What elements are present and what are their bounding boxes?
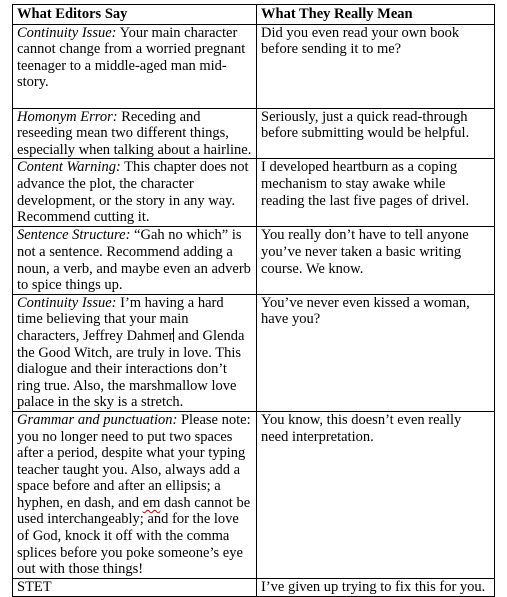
table-row (13, 578, 495, 596)
editor-says-text-continued: dash cannot be used interchangeably; and for the love of God, knock it off with the comma splices before you poke someone’s eye out with those things! (17, 494, 251, 578)
editor-says-text: This chapter does not advance the plot, the character development, or the story in any way. Recommend cutting it. (17, 159, 249, 226)
editor-says-text: Receding and reseeding mean two different things, especially when talking about a hairline. (17, 108, 252, 158)
editor-says-cell (13, 159, 257, 227)
table-row (13, 159, 495, 227)
real-meaning-cell: I’ve given up trying to fix this for you. (257, 578, 495, 596)
real-meaning-cell: I developed heartburn as a coping mechanism to stay awake while reading the last five pages of drivel. (257, 159, 495, 227)
real-meaning-cell: Seriously, just a quick read-through before submitting would be helpful. (257, 108, 495, 159)
editor-says-cell (13, 294, 257, 411)
table-row (13, 294, 495, 411)
real-meaning-cell: You know, this doesn’t even really need interpretation. (257, 411, 495, 578)
editor-says-cell (13, 227, 257, 294)
issue-label: Sentence Structure: (17, 227, 131, 244)
editor-says-cell (13, 108, 257, 159)
editor-says-cell (13, 24, 257, 108)
table-row (13, 24, 495, 108)
editor-says-text: Please note: you no longer need to put two spaces after a period, despite what your typing teacher taught you. Also, always add a space before and after an ellipsis; a hyphen, en dash, and (17, 411, 251, 511)
editor-says-cell (13, 411, 257, 578)
editor-says-text: I’m having a hard time believing that your main characters, Jeffrey Dahmer (17, 294, 224, 344)
table-row (13, 108, 495, 159)
editor-says-text: “Gah no which” is not a sentence. Recommend adding a noun, a verb, and maybe even an adverb to spice things up. (17, 227, 251, 294)
issue-label: Content Warning: (17, 159, 121, 176)
issue-label: Continuity Issue: (17, 294, 117, 311)
table-row (13, 227, 495, 294)
editor-says-text-continued: and Glenda the Good Witch, are truly in love. This dialogue and their interactions don’t ring true. Also, the marshmallow love palace in the sky is a stretch. (17, 327, 245, 411)
real-meaning-cell: You’ve never even kissed a woman, have you? (257, 294, 495, 411)
issue-label: Homonym Error: (17, 108, 118, 125)
real-meaning-cell: You really don’t have to tell anyone you’ve never taken a basic writing course. We know. (257, 227, 495, 294)
issue-label: Continuity Issue: (17, 24, 117, 41)
editor-says-cell: STET (13, 578, 257, 596)
header-row (13, 5, 495, 25)
header-what-they-really-mean: What They Really Mean (257, 5, 495, 25)
table-row (13, 411, 495, 578)
spellcheck-flagged-word: em (142, 494, 161, 511)
issue-label: Grammar and punctuation: (17, 411, 178, 428)
editor-says-text: Your main character cannot change from a worried pregnant teenager to a middle-aged man mid-story. (17, 24, 246, 91)
editors-table (12, 4, 495, 597)
header-what-editors-say: What Editors Say (13, 5, 257, 25)
real-meaning-cell: Did you even read your own book before sending it to me? (257, 24, 495, 108)
